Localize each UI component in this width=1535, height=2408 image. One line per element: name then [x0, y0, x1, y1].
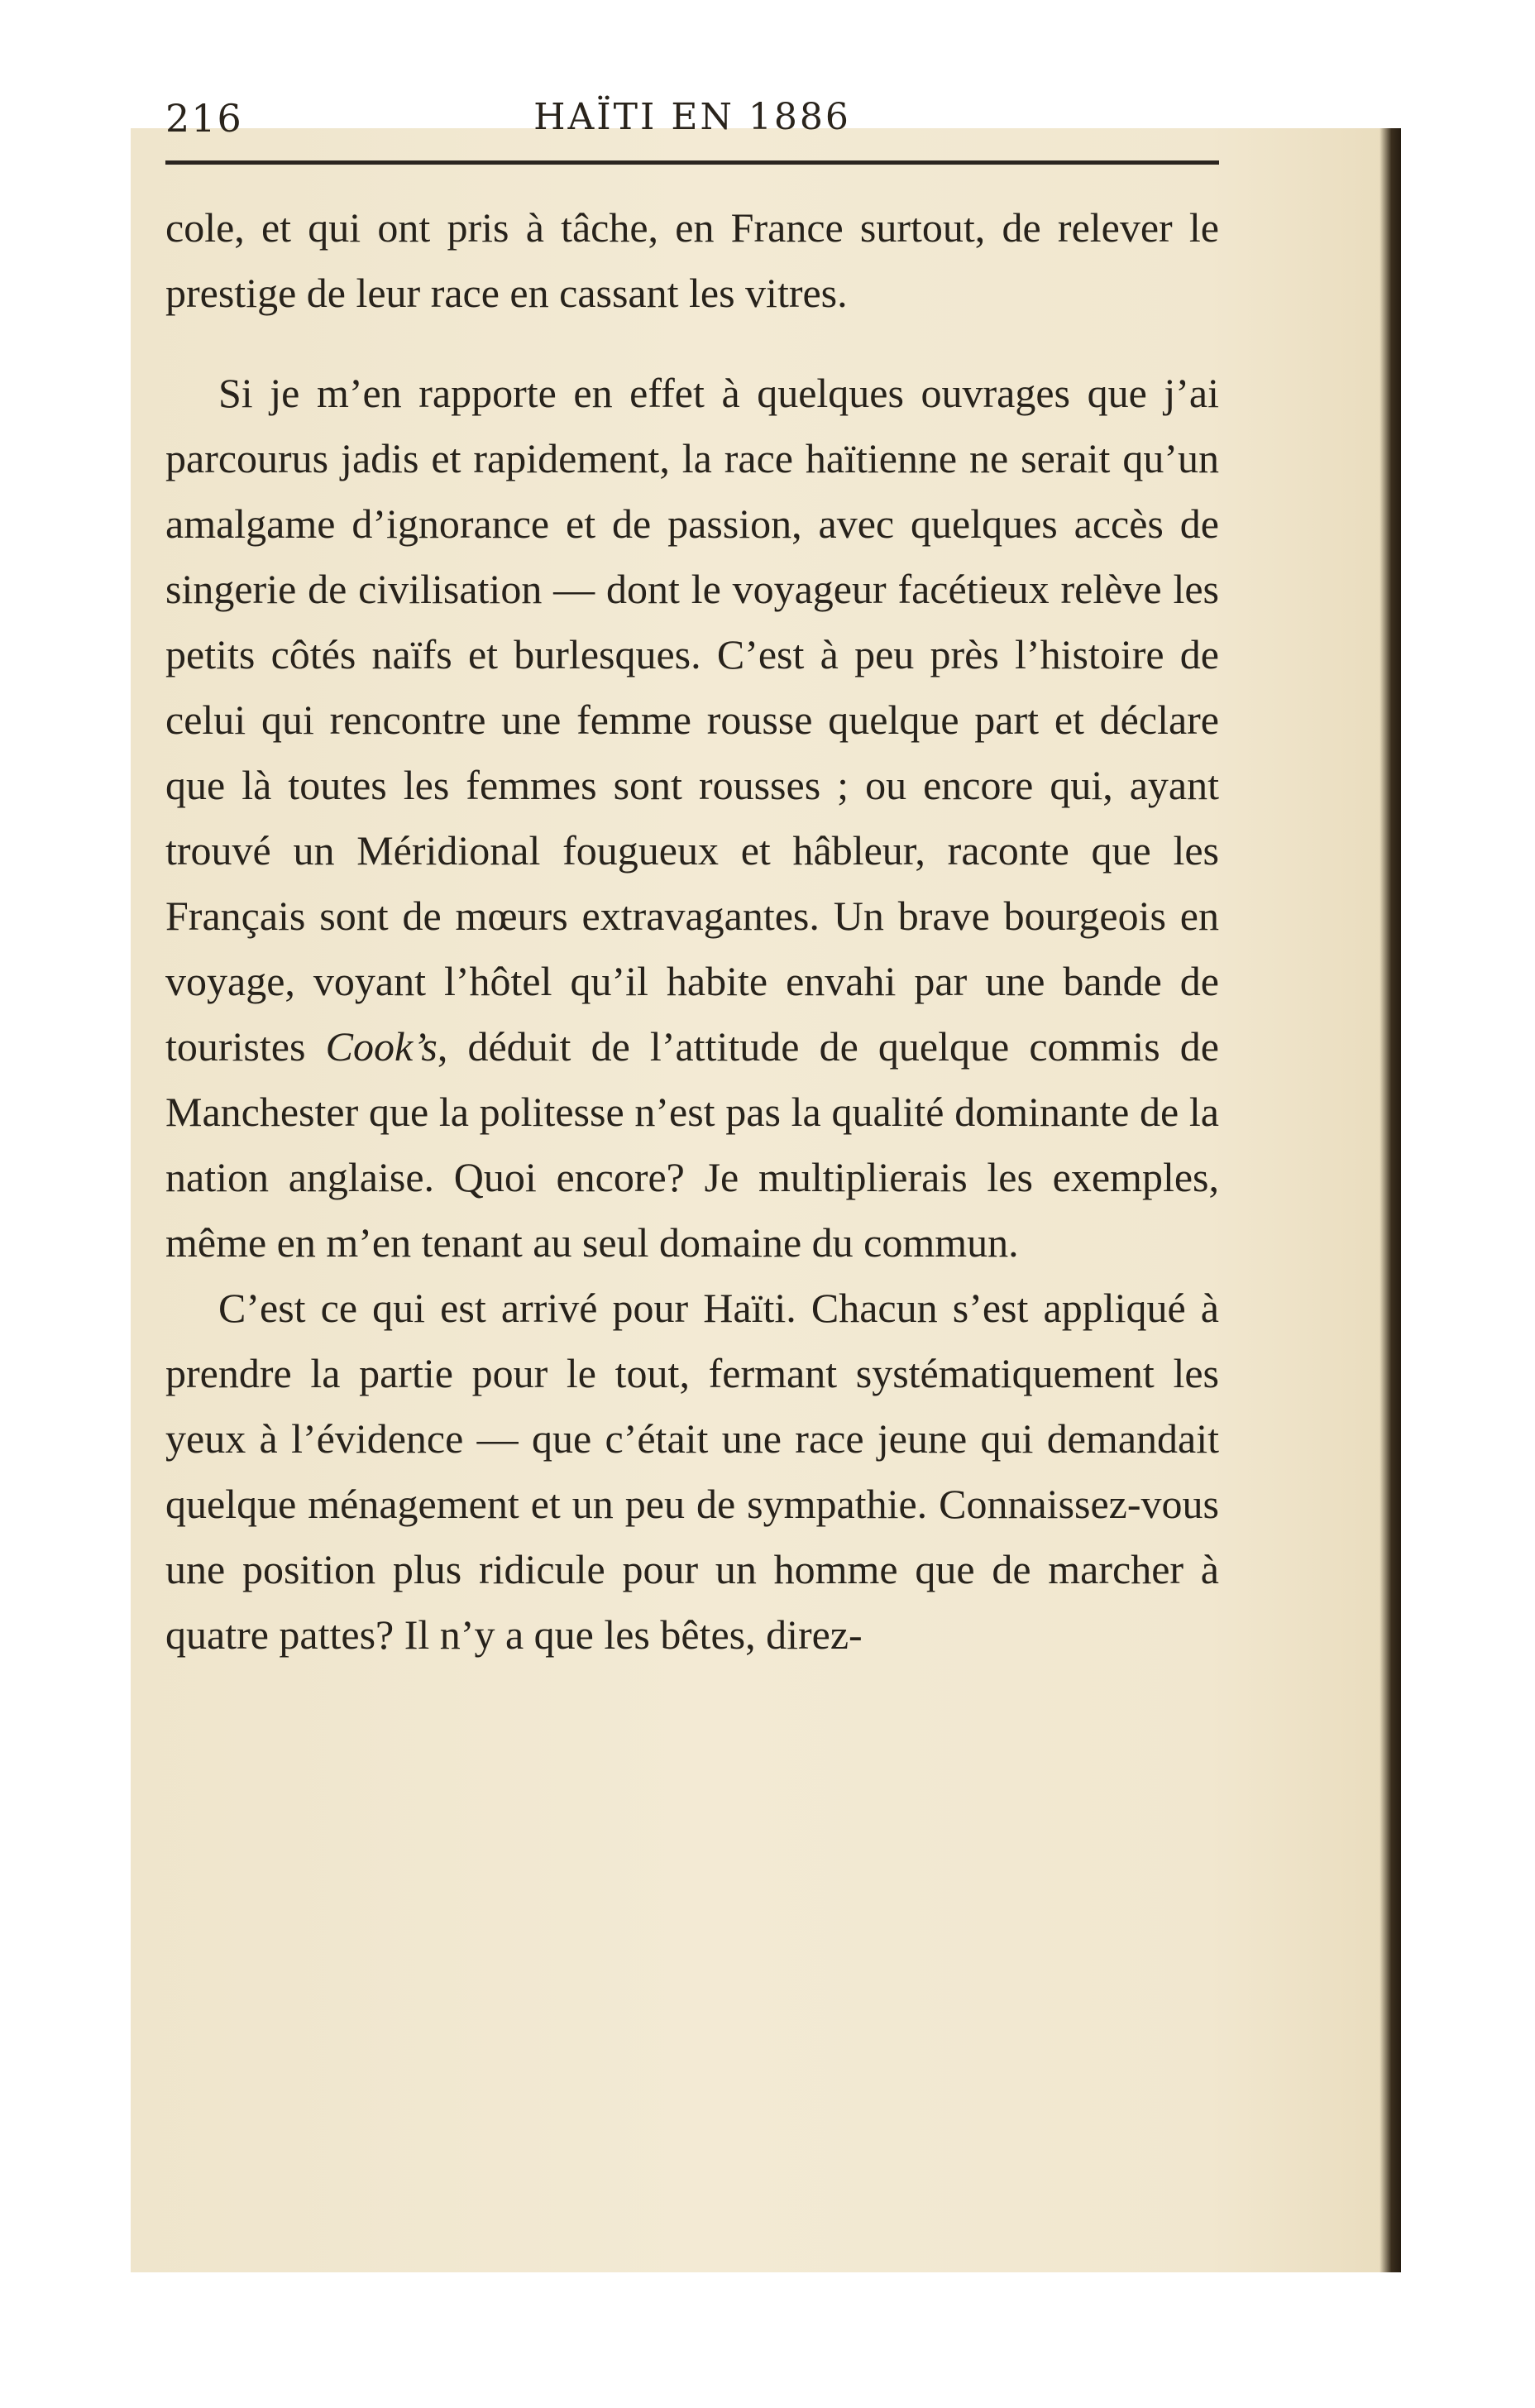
- paragraph-2-part-a: Si je m’en rapporte en effet à quelques ouvrages que j’ai parcourus jadis et rapidement, la race haïtienne ne serait qu’un amalgame d’ignorance et de passion, avec quelques accès de singerie de civilisation — dont le voyageur facétieux relève les petits côtés naïfs et burlesques. C’est à peu près l’histoire de celui qui rencontre une femme rousse quelque part et déclare que là toutes les femmes sont rousses ; ou encore qui, ayant trouvé un Méridional fougueux et hâbleur, raconte que les Français sont de mœurs extravagantes. Un brave bourgeois en voyage, voyant l’hôtel qu’il habite envahi par une bande de touristes: [165, 370, 1219, 1070]
- paragraph-2: [165, 361, 1219, 1276]
- running-head: HAÏTI EN 1886: [533, 96, 851, 138]
- page-spine-shadow: [1380, 128, 1401, 2272]
- paragraph-3: C’est ce qui est arrivé pour Haïti. Chacun s’est appliqué à prendre la partie pour le tout, fermant systématiquement les yeux à l’évidence — que c’était une race jeune qui demandait quelque ménagement et un peu de sympathie. Connaissez-vous une position plus ridicule pour un homme que de marcher à quatre pattes? Il n’y a que les bêtes, direz-: [165, 1285, 1219, 1658]
- header-rule: [165, 160, 1219, 165]
- paragraph-2-part-b: , déduit de l’attitude de quelque commis de Manchester que la politesse n’est pas la qualité dominante de la nation anglaise. Quoi encore? Je multiplierais les exemples, même en m’en tenant au seul domaine du commun.: [165, 1023, 1219, 1266]
- paragraph-2-italic: Cook’s: [325, 1023, 438, 1070]
- paragraph-1: cole, et qui ont pris à tâche, en France surtout, de relever le prestige de leur race en cassant les vitres.: [165, 204, 1219, 316]
- page-number: 216: [165, 96, 243, 141]
- body-text: [165, 195, 1219, 1668]
- page-header: [165, 96, 1219, 146]
